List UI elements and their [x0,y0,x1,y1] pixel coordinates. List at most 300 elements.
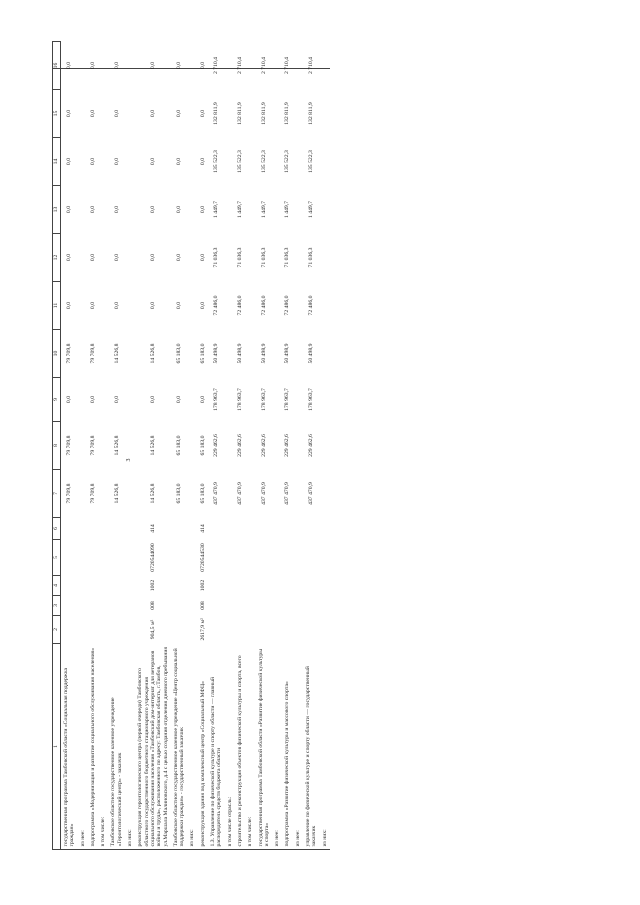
table-cell: 50 498,9 [213,343,220,364]
table-cell [225,378,235,422]
table-cell [245,576,255,596]
table-cell [245,282,255,330]
table-cell: 0,0 [113,61,120,70]
table-cell [320,282,330,330]
table-cell [78,576,88,596]
table-cell: 135 522,3 [308,150,315,173]
table-cell: 50 498,9 [308,343,315,364]
table-cell [320,42,330,90]
table-cell [78,42,88,90]
row-label: управление по физической культуре и спорту области — государственный заказчик [305,666,318,847]
table-cell: 72 486,0 [260,295,267,316]
table-cell [108,518,125,540]
table-cell [272,518,282,540]
table-cell: 2 710,4 [284,56,291,75]
table-cell [187,616,197,644]
table-cell: 0,0 [89,109,96,118]
row-label: реконструкция здания под комплексный центр «Социальный МФЦ» [199,681,206,847]
table-cell [303,596,320,616]
table-cell [320,540,330,576]
table-cell [282,596,292,616]
table-cell: 437 470,9 [213,482,220,505]
table-cell: 0,0 [89,157,96,166]
table-row [235,42,245,850]
table-cell: 0,0 [89,205,96,214]
column-number: 11 [53,282,61,330]
row-label: из них: [321,829,328,847]
table-row [187,42,197,850]
table-cell: 1 449,7 [308,200,315,219]
column-number: 13 [53,186,61,234]
table-cell: 0,0 [113,205,120,214]
table-cell: 414 [199,524,206,533]
table-cell [187,596,197,616]
table-cell: 14 526,8 [149,483,156,504]
table-cell [61,596,78,616]
table-cell [272,330,282,378]
table-cell [98,378,108,422]
table-cell: 135 522,3 [236,150,243,173]
table-cell: 72 486,0 [284,295,291,316]
row-label: из них: [189,829,196,847]
table-cell [245,422,255,470]
table-cell: 79 709,8 [66,435,73,456]
table-cell [235,518,245,540]
table-cell: 229 462,6 [284,434,291,457]
table-cell [187,576,197,596]
table-row [303,42,320,850]
table-cell [208,616,225,644]
table-cell: 1 449,7 [236,200,243,219]
table-cell: 437 470,9 [260,482,267,505]
table-cell [187,470,197,518]
table-cell: 0,0 [176,301,182,310]
table-cell: 0,0 [149,205,156,214]
table-cell [293,616,303,644]
table-cell: 14 526,8 [149,435,156,456]
table-cell: 437 470,9 [308,482,315,505]
table-cell [225,576,235,596]
table-cell [78,282,88,330]
table-cell: 0,0 [89,61,96,70]
table-cell [293,330,303,378]
row-label: Тамбовское областное государственное казенное учреждение «Геронтологический центр» - заказчик [110,697,123,847]
table-cell [78,470,88,518]
table-cell [245,42,255,90]
column-number: 12 [53,234,61,282]
table-cell [320,378,330,422]
table-cell: 437 470,9 [284,482,291,505]
row-label: в том числе: [100,816,107,847]
table-row [208,42,225,850]
table-cell [293,576,303,596]
column-number: 15 [53,90,61,138]
table-cell: 0,0 [149,395,156,404]
table-cell [187,540,197,576]
table-row [108,42,125,850]
table-cell: 008 [149,601,156,610]
table-cell: 414 [149,524,156,533]
table-cell: 178 963,7 [284,388,291,411]
table-cell [61,518,78,540]
table-cell [256,576,273,596]
column-number: 6 [53,518,61,540]
table-cell [245,518,255,540]
table-cell: 2 710,4 [260,56,267,75]
table-cell [272,42,282,90]
table-cell [225,90,235,138]
column-number: 1 [53,644,61,850]
table-cell: 132 811,9 [213,102,220,125]
table-cell [293,42,303,90]
table-cell [78,596,88,616]
table-cell [303,616,320,644]
table-cell: 79 709,8 [89,483,96,504]
table-cell [272,596,282,616]
table-row [225,42,235,850]
table-cell [187,378,197,422]
table-cell [78,90,88,138]
table-cell [225,282,235,330]
table-cell: 14 526,8 [149,343,156,364]
table-cell [320,576,330,596]
page-number: 3 [126,458,132,462]
table-cell [320,330,330,378]
table-cell [225,234,235,282]
table-cell: 0,0 [176,157,182,166]
table-cell: 1 449,7 [284,200,291,219]
table-cell [272,540,282,576]
table-cell: 1 449,7 [213,200,220,219]
table-row [61,42,78,850]
row-label: Тамбовское областное государственное казенное учреждение «Центр социальной поддержки граждан» - государственный заказчик [172,648,186,847]
table-cell [187,422,197,470]
rotated-table-area [52,56,582,850]
table-cell [98,422,108,470]
table-cell: 0720544090 [149,543,156,572]
row-label: подпрограмма «Развитие физической культуры и массового спорта» [284,681,291,847]
table-cell: 1002 [149,579,156,592]
table-cell [256,596,273,616]
table-cell [245,540,255,576]
table-cell [272,470,282,518]
table-cell [225,596,235,616]
table-cell [245,138,255,186]
table-cell [98,616,108,644]
table-cell [187,518,197,540]
table-cell [245,186,255,234]
table-cell: 2 710,4 [236,56,243,75]
table-cell: 132 811,9 [260,102,267,125]
row-label: государственная программа Тамбовской области «Развитие физической культуры и спорта» [257,648,270,847]
table-cell: 0,0 [199,109,206,118]
table-cell [208,540,225,576]
row-label: государственная программа Тамбовской области «Социальная поддержка граждан» [63,667,76,847]
table-cell [256,616,273,644]
table-cell: 79 709,8 [66,343,73,364]
table-cell [187,186,197,234]
table-cell: 0,0 [176,205,182,214]
table-cell [225,186,235,234]
table-cell: 178 963,7 [236,388,243,411]
table-cell [171,576,188,596]
row-label: из нее: [79,830,86,847]
table-cell: 71 036,3 [284,247,291,268]
table-cell [98,596,108,616]
table-cell: 0,0 [66,395,73,404]
table-cell: 229 462,6 [260,434,267,457]
table-cell [320,470,330,518]
table-row [135,42,170,850]
table-cell [225,616,235,644]
table-cell: 65 183,0 [199,343,206,364]
table-cell: 71 036,3 [308,247,315,268]
table-row [293,42,303,850]
table-cell: 135 522,3 [213,150,220,173]
table-cell: 0,0 [113,301,120,310]
table-cell: 71 036,3 [236,247,243,268]
table-cell [98,576,108,596]
table-cell [282,540,292,576]
table-cell: 71 036,3 [213,247,220,268]
column-number: 7 [53,470,61,518]
table-cell: 0,0 [66,301,73,310]
table-cell [88,616,98,644]
table-cell [320,518,330,540]
table-cell: 0,0 [113,253,120,262]
table-cell: 0,0 [199,395,206,404]
table-cell: 14 526,8 [113,435,120,456]
table-cell [235,576,245,596]
table-cell: 132 811,9 [284,102,291,125]
table-row [98,42,108,850]
table-cell: 0,0 [149,301,156,310]
table-cell [108,596,125,616]
table-cell: 0,0 [113,395,120,404]
column-number: 8 [53,422,61,470]
table-cell: 229 462,6 [308,434,315,457]
table-cell: 0,0 [149,61,156,70]
table-cell [225,470,235,518]
table-cell [225,518,235,540]
table-cell: 0,0 [149,253,156,262]
table-cell: 0,0 [176,395,182,404]
table-cell [272,186,282,234]
table-cell [293,518,303,540]
table-cell [245,234,255,282]
table-cell [88,540,98,576]
table-cell [61,616,78,644]
table-cell [98,470,108,518]
column-number: 3 [53,596,61,616]
table-cell [293,596,303,616]
table-row [171,42,188,850]
table-cell [320,616,330,644]
table-cell [320,186,330,234]
table-cell: 0,0 [89,395,96,404]
row-label: подпрограмма «Модернизация и развитие социального обслуживания населения» [89,647,96,847]
table-cell [235,596,245,616]
table-cell [78,234,88,282]
table-cell: 0,0 [66,109,73,118]
table-cell: 0,0 [199,157,206,166]
table-cell: 0,0 [149,109,156,118]
table-cell [98,330,108,378]
table-cell [293,138,303,186]
table-cell [171,596,188,616]
table-cell: 008 [199,601,206,610]
table-cell [320,138,330,186]
table-cell [208,596,225,616]
table-cell [282,518,292,540]
table-cell [293,422,303,470]
table-cell: 0,0 [66,157,73,166]
table-cell [245,378,255,422]
column-number: 4 [53,576,61,596]
table-cell [293,540,303,576]
table-cell [171,616,188,644]
table-cell: 14 526,8 [113,343,120,364]
table-cell [272,282,282,330]
table-cell: 0,0 [113,157,120,166]
table-cell [272,90,282,138]
table-cell [293,90,303,138]
table-cell: 0,0 [199,61,206,70]
table-cell: 0,0 [89,301,96,310]
table-cell: 0,0 [199,205,206,214]
row-label: из нее: [294,830,301,847]
table-cell: 50 498,9 [236,343,243,364]
table-cell [320,596,330,616]
table-cell [78,422,88,470]
table-cell [272,616,282,644]
table-row [78,42,88,850]
table-cell [98,540,108,576]
table-cell [208,518,225,540]
table-cell [235,540,245,576]
table-cell [293,282,303,330]
table-row [198,42,208,850]
table-cell [320,90,330,138]
table-cell [171,540,188,576]
table-cell [293,186,303,234]
row-label: из них: [127,829,134,847]
table-cell: 178 963,7 [213,388,220,411]
table-row [256,42,273,850]
table-cell [187,330,197,378]
table-cell [245,470,255,518]
table-cell [245,596,255,616]
table-cell: 178 963,7 [260,388,267,411]
table-cell [108,540,125,576]
table-cell: 0,0 [199,301,206,310]
row-label: строительство и реконструкция объектов физической культуры и спорта, всего [236,655,243,847]
table-cell [187,90,197,138]
table-cell: 0,0 [66,61,73,70]
table-cell: 0,0 [176,61,182,70]
row-label: реконструкция геронтологического центра (первой очереди) Тамбовского областного государственного бюджетного стационарного учреждения социального обслуживания населения «Тамбовский дом-интернат для ветеранов войны и труда», расположенного по адресу: Тамбовская область, г.Тамбов, ул.Маршала Малиновского, д.4 с целью создания отделения дневного пребывания [137,646,169,847]
table-cell: 132 811,9 [308,102,315,125]
table-cell [256,540,273,576]
table-cell: 72 486,0 [236,295,243,316]
column-number: 9 [53,378,61,422]
table-cell [61,576,78,596]
table-cell [78,616,88,644]
table-cell: 437 470,9 [236,482,243,505]
table-cell: 79 709,8 [89,435,96,456]
investment-table [52,41,330,850]
table-cell [293,470,303,518]
table-row [272,42,282,850]
table-cell: 135 522,3 [284,150,291,173]
table-cell [88,576,98,596]
table-cell [245,90,255,138]
table-cell [303,518,320,540]
table-cell: 1 449,7 [260,200,267,219]
table-cell: 72 486,0 [308,295,315,316]
table-cell: 229 462,6 [236,434,243,457]
table-cell [187,138,197,186]
table-cell [98,186,108,234]
table-cell [256,518,273,540]
table-cell: 0,0 [66,253,73,262]
table-cell [88,596,98,616]
column-number-row [53,42,61,850]
table-cell [272,138,282,186]
table-cell [272,422,282,470]
table-cell [272,234,282,282]
row-label: в том числе: [247,816,254,847]
table-cell: 2617,9 м² [199,618,206,641]
table-cell [225,330,235,378]
table-cell [98,234,108,282]
table-cell [171,518,188,540]
table-cell: 50 498,9 [284,343,291,364]
table-cell: 135 522,3 [260,150,267,173]
table-cell: 65 183,0 [176,435,182,456]
table-cell [320,422,330,470]
column-number: 2 [53,616,61,644]
table-cell [78,540,88,576]
table-cell: 65 183,0 [199,483,206,504]
column-number: 5 [53,540,61,576]
table-cell [272,378,282,422]
table-cell: 79 709,8 [89,343,96,364]
table-cell: 0,0 [176,109,182,118]
table-cell [320,234,330,282]
table-cell [225,138,235,186]
table-cell: 132 811,9 [236,102,243,125]
table-cell [98,90,108,138]
table-cell [245,616,255,644]
table-cell: 65 183,0 [176,483,182,504]
table-cell [108,576,125,596]
row-label: из нее: [274,830,281,847]
table-cell: 65 183,0 [199,435,206,456]
table-cell: 1002 [199,579,206,592]
table-cell [98,138,108,186]
table-cell: 904,5 м² [149,619,156,640]
table-cell [98,42,108,90]
table-cell: 71 036,3 [260,247,267,268]
table-cell: 0,0 [113,109,120,118]
table-cell: 72 486,0 [213,295,220,316]
table-row [282,42,292,850]
table-row [245,42,255,850]
table-cell: 0,0 [89,253,96,262]
table-cell [108,616,125,644]
table-cell [78,138,88,186]
